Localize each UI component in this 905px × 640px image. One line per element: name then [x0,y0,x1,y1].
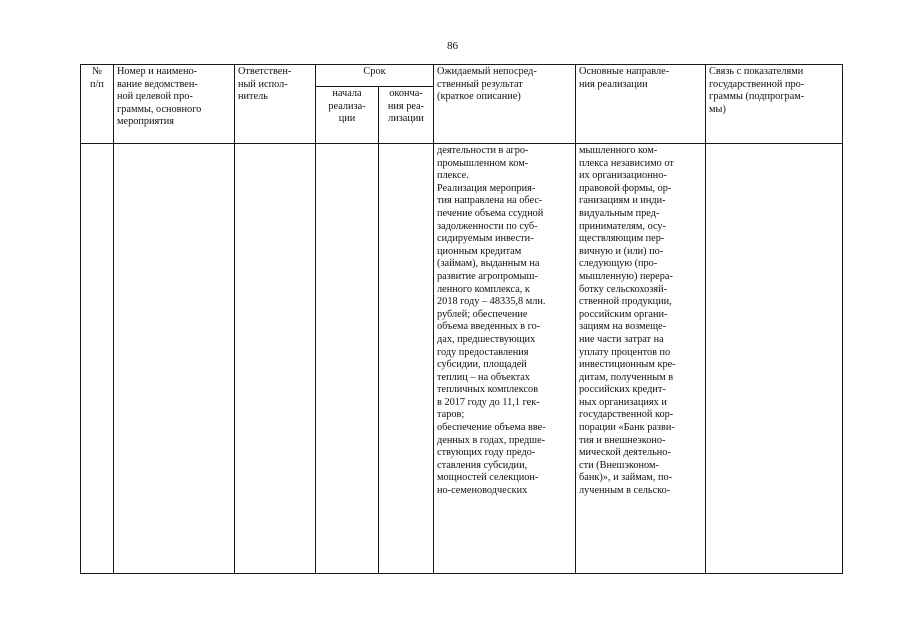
header-num: № п/п [81,65,114,144]
header-executor: Ответствен- ный испол- нитель [235,65,316,144]
cell-indicator-link [706,144,843,574]
cell-executor [235,144,316,574]
header-indicator-link: Связь с показателями государственной про- граммы (подпрограм- мы) [706,65,843,144]
program-table [80,64,843,574]
cell-num [81,144,114,574]
header-main-directions: Основные направле- ния реализации [576,65,706,144]
page-number: 86 [447,40,458,52]
header-term-start: начала реализа- ции [316,87,379,144]
header-term: Срок [316,65,434,87]
table-header-row [81,65,843,87]
cell-program-name [114,144,235,574]
cell-expected-result: деятельности в агро- промышленном ком- плексе. Реализация мероприя- тия направлена на обес- печение объема ссудной задолженности по суб- сидируемым инвести- ционным кредитам (займам), выданным на развитие агропромыш- ленного комплекса, к 2018 году – 48335,8 млн. рублей; обеспечение объема введенных в го- дах, предшествующих году предоставления субсидии, площадей теплиц – на объектах тепличных комплексов в 2017 году до 11,1 гек- таров; обеспечение объема вве- денных в годах, предше- ствующих году предо- ставления субсидии, мощностей селекцион- но-семеноводческих [434,144,576,574]
cell-main-directions: мышленного ком- плекса независимо от их организационно- правовой формы, ор- ганизациям и инди- видуальным пред- принимателям, осу- ществляющим пер- вичную и (или) по- следующую (про- мышленную) перера- ботку сельскохозяй- ственной продукции, российским органи- зациям на возмеще- ние части затрат на уплату процентов по инвестиционным кре- дитам, полученным в российских кредит- ных организациях и государственной кор- порации «Банк разви- тия и внешнеэконо- мической деятельно- сти (Внешэконом- банк)», и займам, по- лученным в сельско- [576,144,706,574]
header-program-name: Номер и наимено- вание ведомствен- ной целевой про- граммы, основного мероприятия [114,65,235,144]
cell-term-start [316,144,379,574]
cell-term-end [379,144,434,574]
header-expected-result: Ожидаемый непосред- ственный результат (краткое описание) [434,65,576,144]
header-term-end: оконча- ния реа- лизации [379,87,434,144]
table-row [81,144,843,574]
